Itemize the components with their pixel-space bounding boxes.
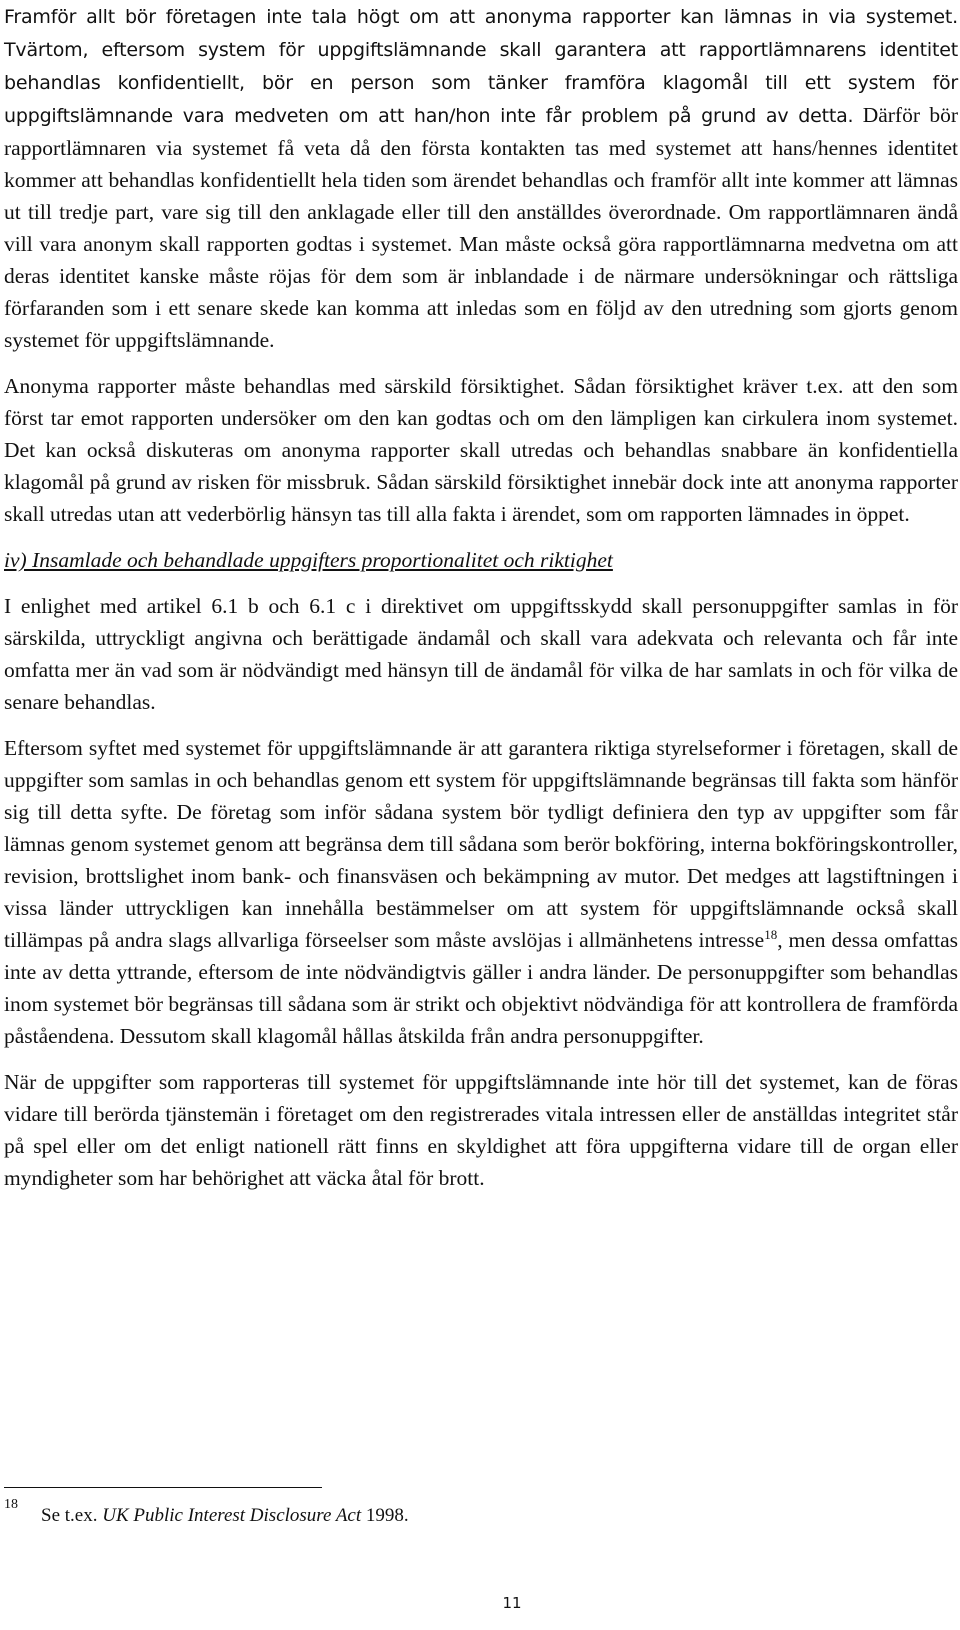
footnote-separator [4,1487,322,1488]
page-number: 11 [502,1594,522,1612]
paragraph-segment: Om rapportlämnaren ändå vill vara anonym skall rapporten godtas i systemet. [4,200,958,256]
paragraph-caution: Anonyma rapporter måste behandlas med särskild försiktighet. Sådan försiktighet kräver t.ex. att den som först tar emot rapporten undersöker om den kan godtas och om den lämpligen kan cirkulera inom systemet. Det kan också diskuteras om anonyma rapporter skall utredas och behandlas snabbare än konfidentiella klagomål på grund av risken för missbruk. Sådan särskild försiktighet innebär dock inte att anonyma rapporter skall utredas utan att vederbörlig hänsyn tas till alla fakta i ärendet, som om rapporten lämnades in öppet. [4,374,958,526]
footnote-reference[interactable]: 18 [764,926,778,942]
footnote-prefix: Se t.ex. [41,1505,103,1526]
section-heading: iv) Insamlade och behandlade uppgifters proportionalitet och riktighet [4,548,613,572]
footnote-text [41,1505,409,1527]
paragraph-purpose [4,732,958,1052]
paragraph-segment: Därför bör rapportlämnaren via systemet få veta då den första kontakten tas med systemet att hans/hennes identitet kommer att behandlas konfidentiellt hela tiden som ärendet behandlas och framför allt inte kommer att lämnas ut till tredje part, vare sig till den anklagade eller till den anställdes överordnade. [4,103,958,224]
footnote-title: UK Public Interest Disclosure Act [102,1505,362,1526]
paragraph-segment: , men dessa omfattas inte av detta yttrande, eftersom de inte nödvändigtvis gäller i andra länder. De personuppgifter som behandlas inom systemet bör begränsas till sådana som är strikt och objektivt nödvändiga för att kontrollera de framförda påståendena. Dessutom skall klagomål hållas åtskilda från andra personuppgifter. [4,928,958,1048]
paragraph-segment: Eftersom syftet med systemet för uppgiftslämnande är att garantera riktiga styrelseformer i företagen, skall de uppgifter som samlas in och behandlas genom ett system för uppgiftslämnande begränsas till fakta som hänför sig till detta syfte. De företag som inför sådana system bör tydligt definiera den typ av uppgifter som får lämnas genom systemet genom att begränsa dem till sådana som berör bokföring, interna bokföringskontroller, revision, brottslighet inom bank- och finansväsen och bekämpning av mutor. Det medges att lagstiftningen i vissa länder uttryckligen kan innehålla bestämmelser om att system för uppgiftslämnande också skall tillämpas på andra slags allvarliga förseelser som måste avslöjas i allmänhetens intresse [4,736,958,952]
document-body [4,0,958,1194]
paragraph-directive: I enlighet med artikel 6.1 b och 6.1 c i direktivet om uppgiftsskydd skall personuppgifter samlas in för särskilda, uttryckligt angivna och berättigade ändamål och skall vara adekvata och relevanta och får inte omfatta mer än vad som är nödvändigt med hänsyn till de ändamål för vilka de har samlats in och för vilka de senare behandlas. [4,594,958,714]
paragraph-transfer: När de uppgifter som rapporteras till systemet för uppgiftslämnande inte hör till det systemet, kan de föras vidare till berörda tjänstemän i företaget om den registrerades vitala intressen eller de anställdas integritet står på spel eller om det enligt nationell rätt finns en skyldighet att föra uppgifterna vidare till de organ eller myndigheter som har behörighet att väcka åtal för brott. [4,1070,958,1190]
footnote-suffix: 1998. [361,1505,409,1526]
paragraph-segment: Man måste också göra rapportlämnarna medvetna om att deras identitet kanske måste röjas för dem som är inblandade i de närmare undersökningar och rättsliga förfaranden som i ett senare skede kan komma att inledas som en följd av den utredning som gjorts genom systemet för uppgiftslämnande. [4,232,959,352]
footnote-number: 18 [4,1497,18,1512]
paragraph-anonymous-reports [4,0,958,356]
paragraph-segment: Framför allt bör företagen inte tala högt om att anonyma rapporter kan lämnas in via systemet. Tvärtom, eftersom system för uppgiftslämnande skall garantera att rapportlämnarens identitet behandlas konfidentiellt, bör en person som tänker framföra klagomål till ett system för uppgiftslämnande vara medveten om att han/hon inte får problem på grund av detta. [4,6,958,127]
